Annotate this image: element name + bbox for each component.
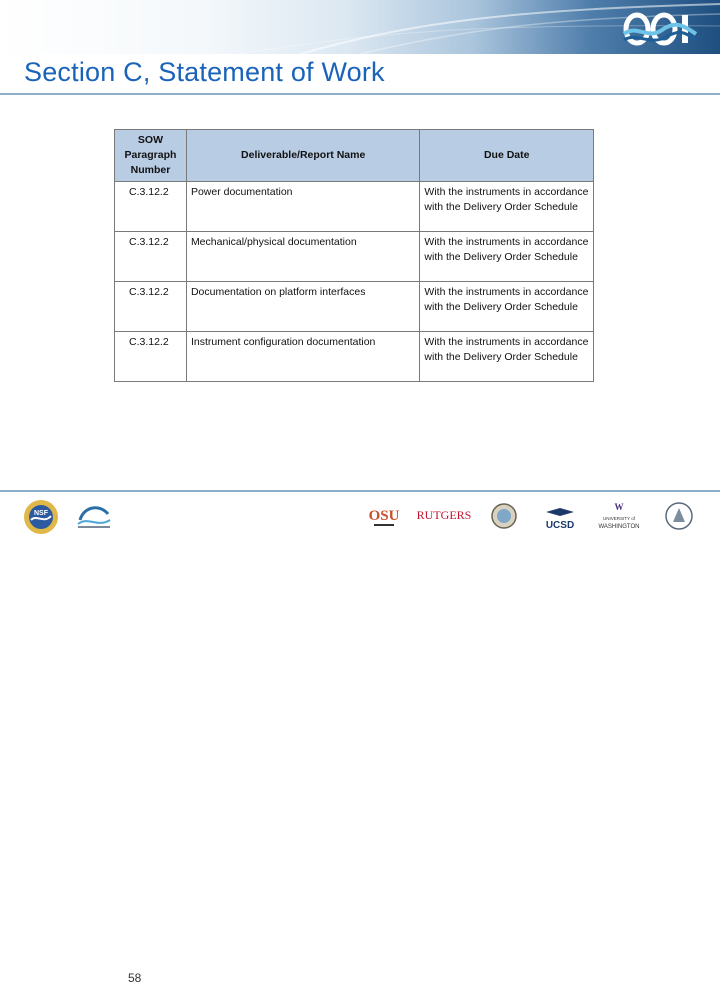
- footer-divider: [0, 490, 720, 492]
- wave-decoration-icon: [0, 0, 720, 54]
- rutgers-logo-icon: [418, 506, 470, 524]
- sow-paragraph-cell: C.3.12.2: [115, 282, 187, 332]
- consortium-for-ocean-leadership-logo-icon: [76, 502, 112, 530]
- svg-text:UCSD: UCSD: [545, 520, 575, 531]
- institution-seal-icon: [664, 500, 694, 532]
- sow-paragraph-cell: C.3.12.2: [115, 232, 187, 282]
- svg-text:OSU: OSU: [368, 508, 400, 524]
- table-row: [115, 332, 594, 382]
- due-date-cell: With the instruments in accordance with the Delivery Order Schedule: [420, 232, 594, 282]
- svg-text:UNIVERSITY of: UNIVERSITY of: [603, 516, 635, 521]
- due-date-cell: With the instruments in accordance with the Delivery Order Schedule: [420, 182, 594, 232]
- sow-deliverables-table: [114, 129, 594, 382]
- page-number: 58: [128, 971, 142, 985]
- university-of-washington-logo-icon: [592, 500, 646, 532]
- svg-text:NSF: NSF: [34, 510, 48, 517]
- svg-text:RUTGERS: RUTGERS: [416, 508, 472, 522]
- column-header-sow-paragraph: SOW Paragraph Number: [115, 130, 187, 182]
- whoi-seal-icon: [490, 502, 518, 530]
- sow-paragraph-cell: C.3.12.2: [115, 182, 187, 232]
- svg-text:W: W: [614, 502, 624, 512]
- footer: [0, 490, 720, 985]
- table-row: [115, 232, 594, 282]
- table-header-row: [115, 130, 594, 182]
- ooi-logo-icon: [622, 10, 698, 48]
- slide-title: Section C, Statement of Work: [24, 57, 385, 87]
- header-band: [0, 0, 720, 54]
- ucsd-logo-icon: [542, 504, 578, 532]
- deliverable-cell: Mechanical/physical documentation: [186, 232, 419, 282]
- svg-text:WASHINGTON: WASHINGTON: [598, 524, 640, 530]
- deliverable-cell: Power documentation: [186, 182, 419, 232]
- sow-paragraph-cell: C.3.12.2: [115, 332, 187, 382]
- deliverable-cell: Documentation on platform interfaces: [186, 282, 419, 332]
- osu-logo-icon: [370, 502, 398, 532]
- column-header-due-date: Due Date: [420, 130, 594, 182]
- column-header-deliverable: Deliverable/Report Name: [186, 130, 419, 182]
- table-row: [115, 282, 594, 332]
- table-row: [115, 182, 594, 232]
- due-date-cell: With the instruments in accordance with the Delivery Order Schedule: [420, 332, 594, 382]
- title-divider: [0, 93, 720, 95]
- due-date-cell: With the instruments in accordance with the Delivery Order Schedule: [420, 282, 594, 332]
- deliverable-cell: Instrument configuration documentation: [186, 332, 419, 382]
- nsf-logo-icon: [22, 498, 60, 536]
